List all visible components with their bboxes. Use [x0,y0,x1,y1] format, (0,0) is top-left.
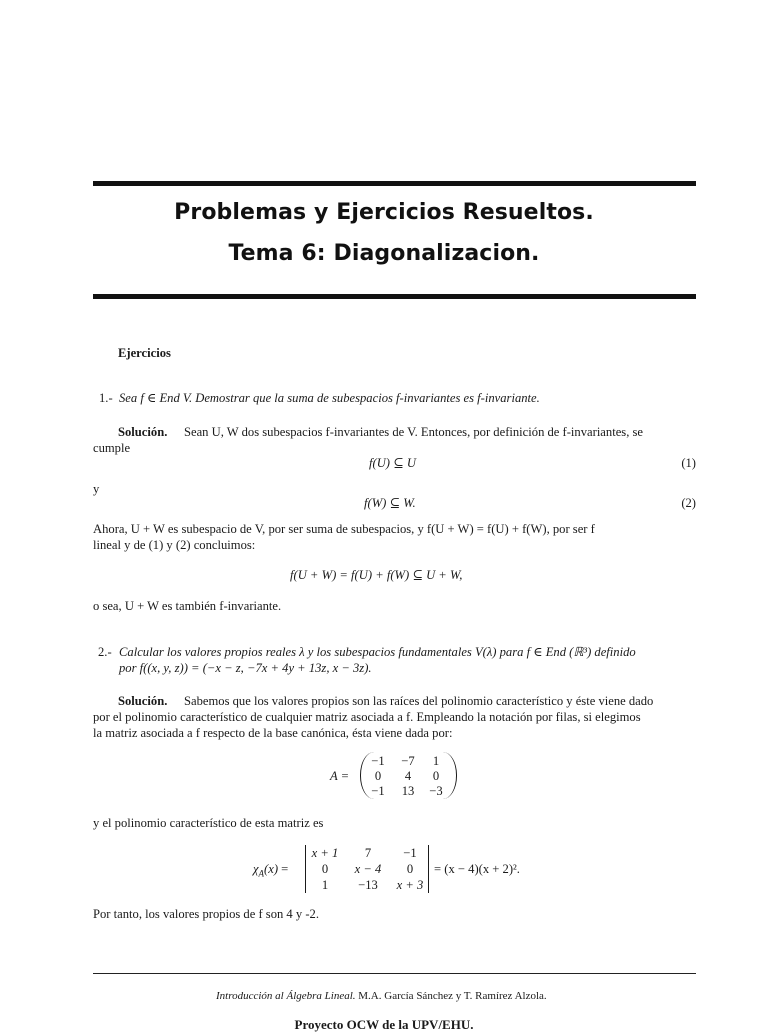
det-cell-r1-c1: x − 4 [354,862,382,876]
matrix-cell-r2-c2: −3 [429,784,443,798]
det-cell-r0-c0: x + 1 [311,846,339,860]
det-cell-r1-c0: 0 [321,862,329,876]
ex1-paragraph-line2: lineal y de (1) y (2) concluimos: [93,538,256,552]
ex2-statement-line2: por f((x, y, z)) = (−x − z, −7x + 4y + 13z, x − 3z). [119,661,372,675]
ex1-solution-label: Solución. [118,425,168,439]
ex1-equation-2-tag: (2) [681,496,696,510]
det-label: $\chi_A(x)$ = [253,862,289,879]
det-cell-r0-c1: 7 [364,846,372,860]
ex1-connector-y: y [93,482,100,496]
footer-authors: M.A. García Sánchez y T. Ramírez Alzola. [358,990,547,1002]
ex1-equation-3: f(U + W) = f(U) + f(W) ⊆ U + W, [290,568,463,582]
matrix-cell-r1-c0: 0 [374,769,382,783]
ex1-equation-1: f(U) ⊆ U [369,456,416,470]
ex2-solution-text-1: Sabemos que los valores propios son las raíces del polinomio característico y éste viene dado [184,694,654,708]
det-result: = (x − 4)(x + 2)². [434,862,520,876]
matrix-label: A = [330,769,350,783]
ex1-solution-text-2: cumple [93,441,131,455]
ex2-charpoly-intro: y el polinomio característico de esta matriz es [93,816,324,830]
matrix-cell-r1-c2: 0 [432,769,440,783]
ex1-equation-1-tag: (1) [681,456,696,470]
ex1-number: 1.- [99,391,113,405]
matrix-cell-r1-c1: 4 [404,769,412,783]
det-cell-r1-c2: 0 [406,862,414,876]
ex2-number: 2.- [98,645,112,659]
footer-project: Proyecto OCW de la UPV/EHU. [294,1017,474,1032]
ex1-statement: Sea f ∈ End V. Demostrar que la suma de subespacios f-invariantes es f-invariante. [119,391,540,405]
ex1-solution-text: Sean U, W dos subespacios f-invariantes de V. Entonces, por definición de f-invariantes, se [184,425,643,439]
det-cell-r2-c0: 1 [321,878,329,892]
footer-book: Introducción al Álgebra Lineal. [216,990,356,1002]
ex1-equation-2: f(W) ⊆ W. [364,496,416,510]
title-rule-top [93,181,696,186]
matrix-cell-r0-c2: 1 [432,754,440,768]
ex2-solution-label: Solución. [118,694,168,708]
footer-citation [216,989,547,1004]
ex1-paragraph-line1: Ahora, U + W es subespacio de V, por ser suma de subespacios, y f(U + W) = f(U) + f(W), por ser f [93,522,595,536]
matrix-cell-r2-c1: 13 [401,784,415,798]
det-cell-r2-c2: x + 3 [396,878,424,892]
det-cell-r2-c1: −13 [358,878,378,892]
ex2-final: Por tanto, los valores propios de f son 4 y -2. [93,907,319,921]
ex2-solution-text-2: por el polinomio característico de cualquier matriz asociada a f. Empleando la notación por filas, si elegimos [93,710,641,724]
matrix-cell-r0-c1: −7 [401,754,415,768]
footer-rule [93,973,696,974]
matrix-cell-r2-c0: −1 [371,784,385,798]
page-title-line1: Problemas y Ejercicios Resueltos. [174,200,594,225]
det-cell-r0-c2: −1 [403,846,417,860]
ex2-solution-text-3: la matriz asociada a f respecto de la base canónica, ésta viene dada por: [93,726,453,740]
page-title-line2: Tema 6: Diagonalizacion. [228,241,540,266]
matrix-cell-r0-c0: −1 [371,754,385,768]
ex1-conclusion: o sea, U + W es también f-invariante. [93,599,282,613]
section-heading: Ejercicios [118,346,171,360]
title-rule-bottom [93,294,696,299]
ex2-statement-line1: Calcular los valores propios reales λ y los subespacios fundamentales V(λ) para f ∈ End (ℝ³) definido [119,645,636,659]
